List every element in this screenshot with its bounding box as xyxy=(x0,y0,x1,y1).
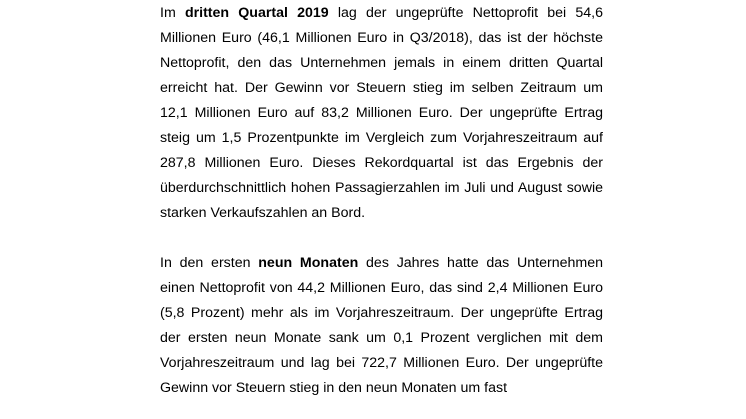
paragraph-q3-body: lag der ungeprüfte Nettoprofit bei 54,6 Millionen Euro (46,1 Millionen Euro in Q3/2018), das ist der höchste Nettoprofit, den das Unternehmen jemals in einem dritten Quartal erreicht hat. Der Gewinn vor Steuern stieg im selben Zeitraum um 12,1 Millionen Euro auf 83,2 Millionen Euro. Der ungeprüfte Ertrag steig um 1,5 Prozentpunkte im Vergleich zum Vorjahreszeitraum auf 287,8 Millionen Euro. Dieses Rekordquartal ist das Ergebnis der überdurchschnittlich hohen Passagierzahlen im Juli und August sowie starken Verkaufszahlen an Bord. xyxy=(160,5,603,221)
paragraph-q3-intro: Im xyxy=(160,5,185,21)
paragraph-nine-months-intro: In den ersten xyxy=(160,255,259,271)
paragraph-q3-highlight: dritten Quartal 2019 xyxy=(184,5,329,21)
document-page xyxy=(160,0,603,401)
paragraph-nine-months xyxy=(160,251,603,401)
paragraph-nine-months-body: des Jahres hatte das Unternehmen einen Nettoprofit von 44,2 Millionen Euro, das sind 2,4 Millionen Euro (5,8 Prozent) mehr als im Vorjahreszeitraum. Der ungeprüfte Ertrag der ersten neun Monate sank um 0,1 Prozent verglichen mit dem Vorjahreszeitraum und lag bei 722,7 Millionen Euro. Der ungeprüfte Gewinn vor Steuern stieg in den neun Monaten um fast xyxy=(160,255,604,396)
paragraph-q3-2019 xyxy=(160,0,603,226)
paragraph-nine-months-highlight: neun Monaten xyxy=(258,255,359,271)
